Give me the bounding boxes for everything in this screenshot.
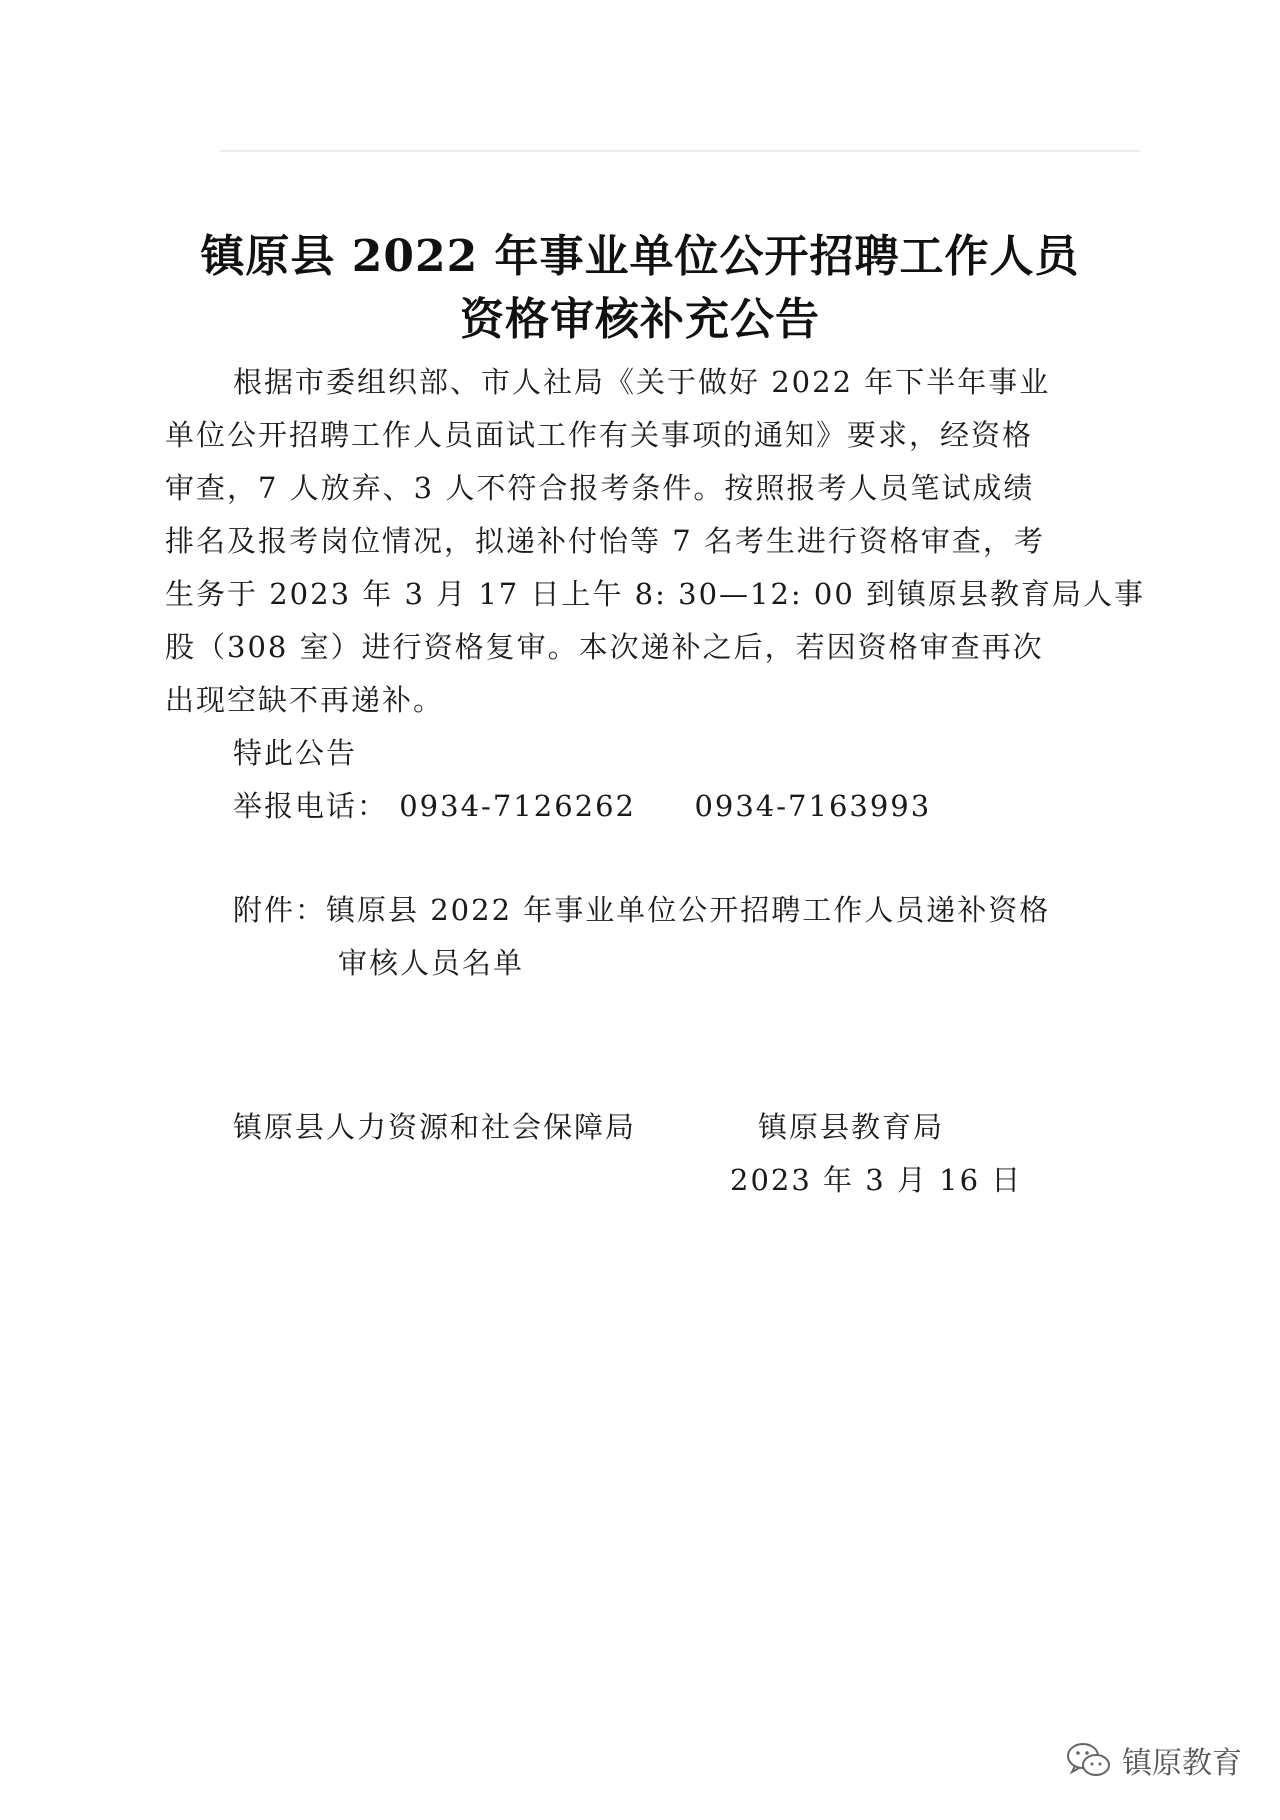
attachment-title-line-2: 审核人员名单 <box>338 946 525 980</box>
watermark-text: 镇原教育 <box>1122 1746 1242 1781</box>
issuer-education-bureau: 镇原县教育局 <box>758 1110 945 1144</box>
hotline-row <box>233 784 931 825</box>
title-line-2: 资格审核补充公告 <box>460 294 820 345</box>
attachment-title-line-1: 镇原县 2022 年事业单位公开招聘工作人员递补资格 <box>326 893 1051 927</box>
hotline-number-1: 0934-7126262 <box>399 789 636 823</box>
body-line-7: 出现空缺不再递补。 <box>165 683 445 717</box>
notice-text: 特此公告 <box>233 736 358 770</box>
attachment-label: 附件： <box>233 893 327 927</box>
body-line-1: 根据市委组织部、市人社局《关于做好 2022 年下半年事业 <box>233 365 1051 399</box>
body-line-5: 生务于 2023 年 3 月 17 日上午 8: 30—12: 00 到镇原县教育局人事 <box>165 577 1146 611</box>
hotline-label: 举报电话： <box>233 789 389 823</box>
body-line-3: 审查，7 人放弃、3 人不符合报考条件。按照报考人员笔试成绩 <box>165 471 1035 505</box>
issue-date: 2023 年 3 月 16 日 <box>730 1163 1023 1197</box>
title-line-1: 镇原县 2022 年事业单位公开招聘工作人员 <box>200 231 1080 282</box>
hotline-number-2: 0934-7163993 <box>694 789 932 823</box>
attachment-row-1 <box>233 888 1050 929</box>
body-line-4: 排名及报考岗位情况，拟递补付怡等 7 名考生进行资格审查，考 <box>165 524 1045 558</box>
body-line-6: 股（308 室）进行资格复审。本次递补之后，若因资格审查再次 <box>165 630 1044 664</box>
scan-artifact-line <box>220 150 1140 152</box>
wechat-watermark <box>1066 1738 1242 1782</box>
wechat-icon <box>1066 1741 1112 1779</box>
body-line-2: 单位公开招聘工作人员面试工作有关事项的通知》要求，经资格 <box>165 418 1034 452</box>
issuer-hr-bureau: 镇原县人力资源和社会保障局 <box>233 1110 637 1144</box>
